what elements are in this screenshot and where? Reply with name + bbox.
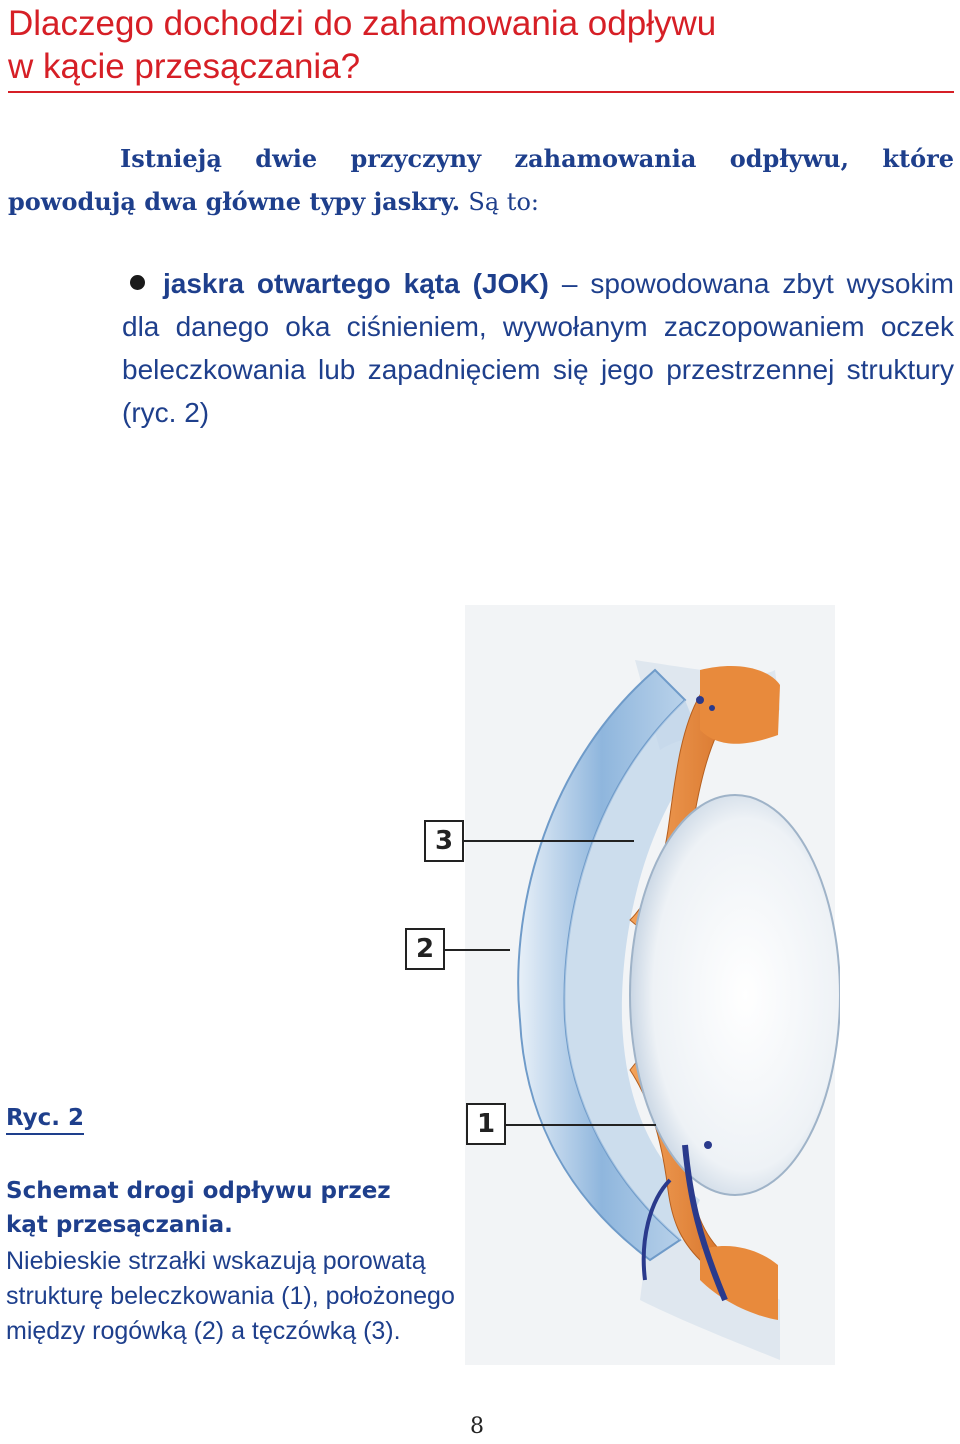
lens (630, 795, 840, 1195)
figure-caption-title: Schemat drogi odpływu przez kąt przesączania. (6, 1178, 391, 1238)
ciliary-body-top (700, 666, 780, 744)
vessel-dot (704, 1141, 712, 1149)
intro-paragraph (8, 137, 954, 224)
bullet-dot-icon (130, 275, 145, 290)
intro-text: Istnieją dwie przyczyny zahamowania odpływu, które powodują dwa główne typy jaskry. (8, 144, 954, 216)
figure-label-3: 3 (424, 820, 464, 862)
vessel-dot (696, 696, 704, 704)
bullet-item-jok (122, 262, 954, 434)
bullet-term: jaskra otwartego kąta (JOK) (163, 268, 549, 299)
figure-label-1: 1 (466, 1103, 506, 1145)
page-title-line-2: w kącie przesączania? (8, 47, 361, 86)
vessel-dot (709, 705, 715, 711)
page-title-line-1: Dlaczego dochodzi do zahamowania odpływu (8, 4, 717, 43)
figure-label-2-line (445, 949, 510, 951)
eye-cross-section-illustration (400, 600, 840, 1370)
page-number: 8 (470, 1414, 484, 1439)
figure-label-3-line (464, 840, 634, 842)
page-title (8, 2, 948, 88)
figure-caption-label: Ryc. 2 (6, 1105, 84, 1135)
figure-label-1-line (506, 1124, 656, 1126)
title-divider (8, 91, 954, 93)
bullet-dash: – (561, 268, 578, 299)
figure-caption-body: Niebieskie strzałki wskazują porowatą strukturę beleczkowania (1), położonego między rogówką (2) a tęczówką (3). (6, 1247, 455, 1345)
figure-label-2: 2 (405, 928, 445, 970)
bullet-description: spowodowana zbyt wysokim dla danego oka ciśnieniem, wywołanym zaczopowaniem oczek beleczkowania lub zapadnięciem się jego przestrzennej struktury (ryc. 2) (122, 268, 955, 428)
eye-anatomy-figure (400, 600, 840, 1370)
intro-text-tail: Są to: (468, 188, 539, 216)
